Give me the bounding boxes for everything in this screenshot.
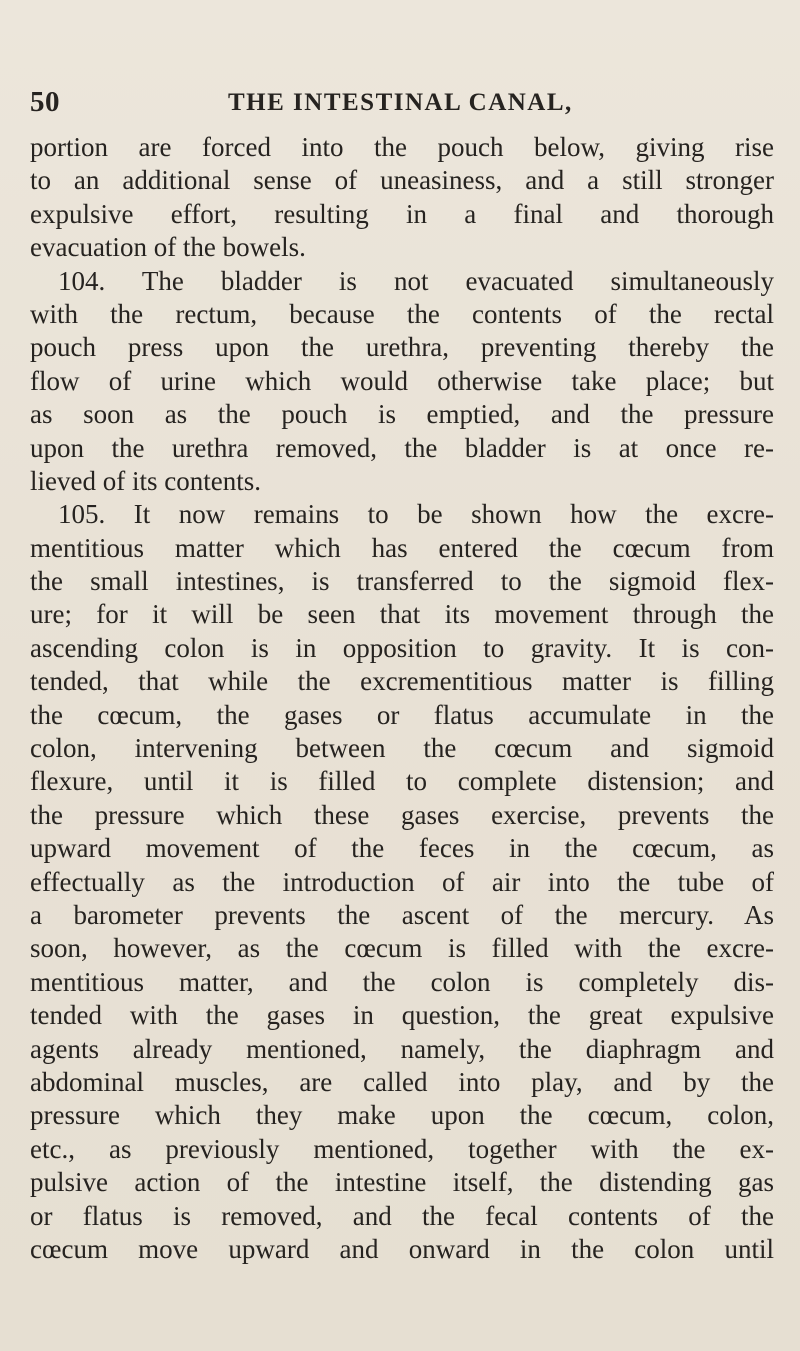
text-line: agents already mentioned, namely, the diaphragm and [30,1033,774,1064]
text-line: the pressure which these gases exercise, prevents the [30,799,774,830]
paragraph-105-start: 105. It now remains to be shown how the excre- [58,499,774,530]
text-line: evacuation of the bowels. [30,232,306,263]
text-line: soon, however, as the cœcum is filled with the excre- [30,933,774,964]
text-line: ure; for it will be seen that its movement through the [30,599,774,630]
text-line: cœcum move upward and onward in the colon until [30,1233,774,1264]
text-line: lieved of its contents. [30,465,261,496]
text-line: pressure which they make upon the cœcum, colon, [30,1100,774,1131]
text-line: as soon as the pouch is emptied, and the pressure [30,399,774,430]
text-line: with the rectum, because the contents of the rectal [30,298,774,329]
text-line: colon, intervening between the cœcum and sigmoid [30,733,774,764]
paragraph-104-start: 104. The bladder is not evacuated simultaneously [58,265,774,296]
text-line: upward movement of the feces in the cœcum, as [30,833,774,864]
text-line: expulsive effort, resulting in a final and thorough [30,198,774,229]
text-line: portion are forced into the pouch below, giving rise [30,132,774,162]
text-line: pulsive action of the intestine itself, the distending gas [30,1167,774,1198]
text-line: to an additional sense of uneasiness, and a still stronger [30,165,774,196]
text-line: flexure, until it is filled to complete distension; and [30,766,774,797]
text-line: the small intestines, is transferred to the sigmoid flex- [30,566,774,597]
running-head: THE INTESTINAL CANAL, [228,89,573,116]
text-line: flow of urine which would otherwise take place; but [30,365,774,396]
text-line: etc., as previously mentioned, together with the ex- [30,1133,774,1164]
page-header [30,86,770,126]
text-line: tended with the gases in question, the great expulsive [30,1000,774,1031]
text-line: a barometer prevents the ascent of the mercury. As [30,899,774,930]
text-line: pouch press upon the urethra, preventing thereby the [30,332,774,363]
text-line: the cœcum, the gases or flatus accumulate in the [30,699,774,730]
text-line: tended, that while the excrementitious matter is filling [30,666,774,697]
body-text [30,131,774,1266]
text-line: or flatus is removed, and the fecal contents of the [30,1200,774,1231]
text-line: mentitious matter, and the colon is completely dis- [30,966,774,997]
text-line: abdominal muscles, are called into play, and by the [30,1066,774,1097]
text-line: upon the urethra removed, the bladder is at once re- [30,432,774,463]
page-number: 50 [30,86,60,118]
text-line: ascending colon is in opposition to gravity. It is con- [30,632,774,663]
text-line: mentitious matter which has entered the cœcum from [30,532,774,563]
text-line: effectually as the introduction of air into the tube of [30,866,774,897]
